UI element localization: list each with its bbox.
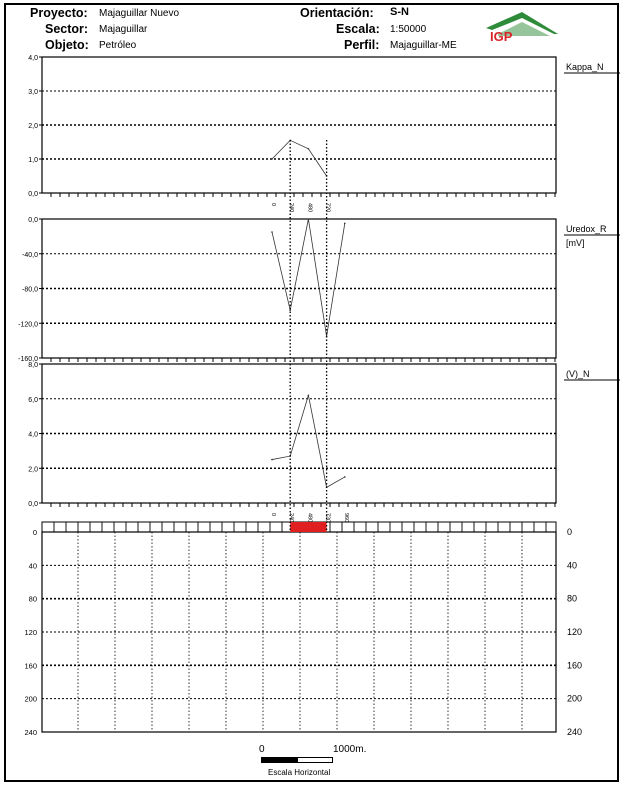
y-tick-label: 0,0 <box>28 501 38 508</box>
y-tick-label: -80,0 <box>22 286 38 294</box>
y-tick-label: -120,0 <box>18 321 38 329</box>
depth-label-right: 200 <box>567 693 583 704</box>
x-tick-label: 240 <box>288 203 295 213</box>
y-tick-label: 0,0 <box>28 217 38 224</box>
y-tick-label: 4,0 <box>28 431 38 439</box>
depth-label-left: 120 <box>24 628 37 637</box>
depth-label-right: 0 <box>567 527 573 537</box>
project-value: Majaguillar Nuevo <box>99 8 180 19</box>
data-point <box>344 223 346 225</box>
data-point <box>271 231 273 233</box>
scale-bar-end: 1000m. <box>333 744 367 755</box>
y-tick-label: -160,0 <box>18 356 38 363</box>
y-tick-label: 0,0 <box>28 191 38 198</box>
y-tick-label: 2,0 <box>28 466 38 474</box>
anomaly-marker <box>290 522 326 532</box>
sector-label: Sector: <box>45 22 89 36</box>
y-tick-label: 2,0 <box>28 123 38 130</box>
scale-bar-caption: Escala Horizontal <box>268 768 331 777</box>
depth-label-left: 80 <box>28 594 37 604</box>
depth-label-right: 240 <box>567 727 583 737</box>
y-tick-label: 1,0 <box>28 157 38 164</box>
data-point <box>271 158 273 160</box>
y-tick-label: 4,0 <box>28 55 38 62</box>
x-tick-label: 720 <box>324 513 331 523</box>
depth-label-left: 160 <box>24 661 37 671</box>
project-label: Proyecto: <box>30 6 88 20</box>
series-name: (V)_N <box>566 369 590 379</box>
scale-bar-start: 0 <box>259 744 265 755</box>
data-point <box>308 148 310 150</box>
series-line <box>272 395 345 487</box>
logo-text: IGP <box>490 29 513 44</box>
depth-label-left: 200 <box>24 694 37 704</box>
profile-value: Majaguillar-ME <box>390 40 457 51</box>
scale-bar-fill <box>262 758 298 762</box>
scale-label: Escala: <box>336 22 380 36</box>
depth-label-left: 0 <box>32 528 37 537</box>
orientation-label: Orientación: <box>300 6 374 20</box>
depth-label-right: 40 <box>567 560 578 571</box>
scale-bar <box>261 757 333 763</box>
y-tick-label: 8,0 <box>28 362 38 369</box>
x-tick-label: 720 <box>324 203 331 213</box>
series-unit: [mV] <box>566 238 585 248</box>
depth-label-right: 80 <box>567 593 578 604</box>
x-tick-label: 480 <box>306 203 313 213</box>
x-tick-label: 240 <box>288 513 295 523</box>
data-point <box>344 476 346 478</box>
series-name: Uredox_R <box>566 224 607 234</box>
x-tick-label: 0 <box>270 513 276 517</box>
x-tick-label: 960 <box>342 513 349 523</box>
sector-value: Majaguillar <box>99 24 148 35</box>
object-value: Petróleo <box>99 40 137 51</box>
data-point <box>308 394 310 396</box>
depth-label-right: 120 <box>567 627 583 637</box>
data-point <box>289 309 291 311</box>
x-tick-label: 480 <box>306 513 313 523</box>
depth-label-left: 40 <box>28 561 37 571</box>
object-label: Objeto: <box>45 38 89 52</box>
data-point <box>271 459 273 461</box>
x-tick-label: 0 <box>270 203 276 207</box>
profile-label: Perfil: <box>344 38 380 52</box>
series-line <box>272 140 327 176</box>
depth-label-right: 160 <box>567 660 583 671</box>
orientation-value: S-N <box>390 6 409 18</box>
series-line <box>272 219 345 336</box>
data-point <box>308 218 310 220</box>
y-tick-label: 3,0 <box>28 89 38 96</box>
series-name: Kappa_N <box>566 62 604 72</box>
y-tick-label: -40,0 <box>22 251 38 259</box>
depth-label-left: 240 <box>24 728 37 737</box>
scale-value: 1:50000 <box>390 24 427 35</box>
y-tick-label: 6,0 <box>28 396 38 404</box>
